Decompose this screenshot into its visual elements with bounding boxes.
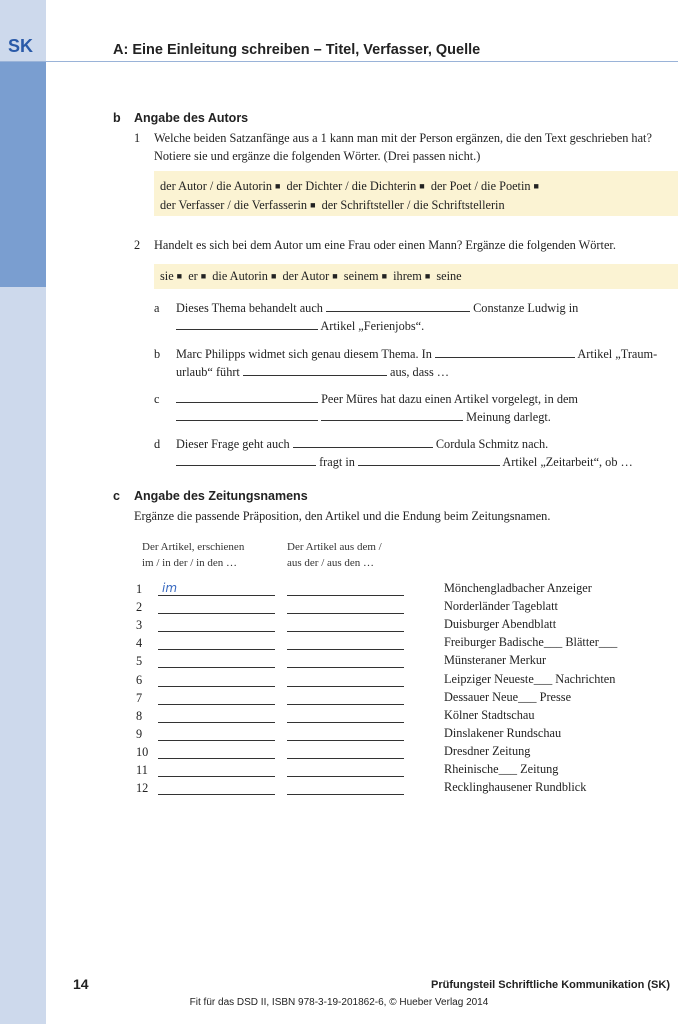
row-number: 11 bbox=[136, 763, 148, 777]
column-header-2: Der Artikel aus dem / aus der / aus den … bbox=[287, 541, 382, 569]
section-badge: SK bbox=[8, 36, 34, 56]
row-number: 12 bbox=[136, 781, 149, 796]
item-d-letter: d bbox=[154, 437, 161, 451]
row-number: 5 bbox=[136, 654, 143, 669]
answer-line-preposition[interactable] bbox=[158, 667, 275, 668]
task2-number: 2 bbox=[134, 238, 141, 252]
answer-line-preposition[interactable] bbox=[158, 686, 275, 687]
section-b-title: Angabe des Autors bbox=[134, 111, 249, 125]
section-c-instruction: Ergänze die passende Präposition, den Artikel und die Endung beim Zeitungsnamen. bbox=[134, 509, 551, 523]
newspaper-name: Rheinische___ Zeitung bbox=[444, 762, 559, 776]
column-header-1: Der Artikel, erschienen im / in der / in den … bbox=[142, 541, 245, 569]
item-c-letter: c bbox=[154, 392, 160, 406]
sidebar-accent bbox=[0, 62, 46, 287]
answer-line-preposition[interactable] bbox=[158, 649, 275, 650]
item-b-line1: Marc Philipps widmet sich genau diesem Thema. In Artikel „Traum- bbox=[176, 347, 658, 361]
page-title: A: Eine Einleitung schreiben – Titel, Verfasser, Quelle bbox=[113, 42, 481, 58]
newspaper-name: Leipziger Neueste___ Nachrichten bbox=[444, 671, 616, 686]
task1-number: 1 bbox=[134, 131, 141, 145]
answer-line-article[interactable] bbox=[287, 776, 404, 777]
answer-line-article[interactable] bbox=[287, 794, 404, 795]
answer-line-article[interactable] bbox=[287, 631, 404, 632]
page-number: 14 bbox=[73, 976, 89, 992]
word-die-autorin: die Autorin bbox=[212, 269, 268, 283]
newspaper-name: Münsteraner Merkur bbox=[444, 653, 547, 668]
answer-line-article[interactable] bbox=[287, 649, 404, 650]
blank-c2[interactable] bbox=[176, 409, 318, 421]
newspaper-name: Freiburger Badische___ Blätter___ bbox=[444, 635, 618, 650]
answer-line-article[interactable] bbox=[287, 595, 404, 596]
blank-c1[interactable] bbox=[176, 391, 318, 403]
answer-line-preposition[interactable] bbox=[158, 613, 275, 614]
newspaper-name: Dessauer Neue___ Presse bbox=[444, 689, 572, 704]
item-b-line2: urlaub“ führt aus, dass … bbox=[176, 365, 450, 379]
newspaper-name: Dinslakener Rundschau bbox=[444, 725, 562, 740]
row-number: 7 bbox=[136, 690, 143, 705]
blank-b2[interactable] bbox=[243, 364, 387, 376]
blank-a1[interactable] bbox=[326, 300, 470, 312]
header-divider bbox=[0, 61, 678, 62]
word-ihrem: ihrem bbox=[393, 269, 422, 283]
answer-line-preposition[interactable] bbox=[158, 776, 275, 777]
newspaper-name: Mönchengladbacher Anzeiger bbox=[444, 581, 592, 595]
word-autor: der Autor / die Autorin bbox=[160, 179, 273, 193]
newspaper-name: Duisburger Abendblatt bbox=[444, 617, 557, 632]
blank-d1[interactable] bbox=[293, 436, 433, 448]
task2-line1: Handelt es sich bei dem Autor um eine Frau oder einen Mann? Ergänze die folgenden Wörter. bbox=[154, 238, 616, 252]
footer-source: Fit für das DSD II, ISBN 978-3-19-201862-6, © Hueber Verlag 2014 bbox=[189, 997, 489, 1008]
footer-section: Prüfungsteil Schriftliche Kommunikation (SK) bbox=[431, 979, 670, 991]
row-number: 8 bbox=[136, 708, 143, 723]
blank-c3[interactable] bbox=[321, 409, 463, 421]
answer-line-article[interactable] bbox=[287, 704, 404, 705]
section-c-letter: c bbox=[113, 489, 120, 503]
row-number: 2 bbox=[136, 600, 143, 615]
task1-word-box: der Autor / die Autorin ■ der Dichter / die Dichterin ■ der Poet / die Poetin ■ der Verfasser / die Verfasserin ■ der Schriftsteller / die Schriftstellerin bbox=[154, 171, 678, 216]
answer-line-article[interactable] bbox=[287, 613, 404, 614]
word-dichter: der Dichter / die Dichterin bbox=[286, 179, 417, 193]
item-a-line2: Artikel „Ferienjobs“. bbox=[176, 317, 424, 336]
word-sie: sie bbox=[160, 269, 174, 283]
row-number: 6 bbox=[136, 672, 143, 687]
answer-line-preposition[interactable] bbox=[158, 595, 275, 596]
word-seinem: seinem bbox=[343, 269, 379, 283]
answer-line-preposition[interactable] bbox=[158, 758, 275, 759]
section-b-letter: b bbox=[113, 111, 121, 125]
newspaper-name: Kölner Stadtschau bbox=[444, 707, 535, 722]
answer-line-preposition[interactable] bbox=[158, 704, 275, 705]
answer-line-article[interactable] bbox=[287, 758, 404, 759]
item-d-line2: fragt in Artikel „Zeitarbeit“, ob … bbox=[176, 453, 633, 472]
word-der-autor: der Autor bbox=[282, 269, 330, 283]
answer-line-article[interactable] bbox=[287, 667, 404, 668]
row-number: 4 bbox=[136, 636, 143, 651]
row-number: 9 bbox=[136, 726, 143, 741]
handwritten-answer: im bbox=[162, 581, 178, 595]
item-a-letter: a bbox=[154, 301, 160, 315]
answer-line-preposition[interactable] bbox=[158, 740, 275, 741]
blank-d3[interactable] bbox=[358, 454, 500, 466]
row-number: 10 bbox=[136, 744, 149, 759]
task2-word-box: sie ■ er ■ die Autorin ■ der Autor ■ seinem ■ ihrem ■ seine bbox=[154, 264, 678, 289]
section-c-title: Angabe des Zeitungsnamens bbox=[134, 489, 308, 503]
newspaper-name: Recklinghausener Rundblick bbox=[444, 780, 587, 795]
task1-line2: Notiere sie und ergänze die folgenden Wörter. (Drei passen nicht.) bbox=[154, 149, 481, 163]
word-er: er bbox=[188, 269, 198, 283]
item-a-line1: Dieses Thema behandelt auch Constanze Ludwig in bbox=[176, 301, 579, 315]
item-c-line1: Peer Müres hat dazu einen Artikel vorgelegt, in dem bbox=[176, 390, 578, 409]
task1-line1: Welche beiden Satzanfänge aus a 1 kann man mit der Person ergänzen, die den Text geschrieben hat? bbox=[154, 131, 652, 145]
answer-line-article[interactable] bbox=[287, 740, 404, 741]
row-number: 3 bbox=[136, 618, 143, 633]
blank-b1[interactable] bbox=[435, 346, 575, 358]
newspaper-name: Norderländer Tageblatt bbox=[444, 599, 558, 614]
row-number: 1 bbox=[136, 582, 143, 596]
item-c-line2: Meinung darlegt. bbox=[176, 408, 551, 427]
newspaper-name: Dresdner Zeitung bbox=[444, 743, 531, 758]
item-d-line1: Dieser Frage geht auch Cordula Schmitz nach. bbox=[176, 437, 549, 451]
answer-line-preposition[interactable] bbox=[158, 631, 275, 632]
answer-line-preposition[interactable] bbox=[158, 722, 275, 723]
answer-line-preposition[interactable] bbox=[158, 794, 275, 795]
item-b-letter: b bbox=[154, 347, 161, 361]
answer-line-article[interactable] bbox=[287, 686, 404, 687]
blank-d2[interactable] bbox=[176, 454, 316, 466]
word-verfasser: der Verfasser / die Verfasserin bbox=[160, 198, 308, 212]
blank-a2[interactable] bbox=[176, 318, 318, 330]
word-poet: der Poet / die Poetin bbox=[430, 179, 531, 193]
word-seine: seine bbox=[436, 269, 462, 283]
answer-line-article[interactable] bbox=[287, 722, 404, 723]
word-schriftsteller: der Schriftsteller / die Schriftstellerin bbox=[321, 198, 505, 212]
